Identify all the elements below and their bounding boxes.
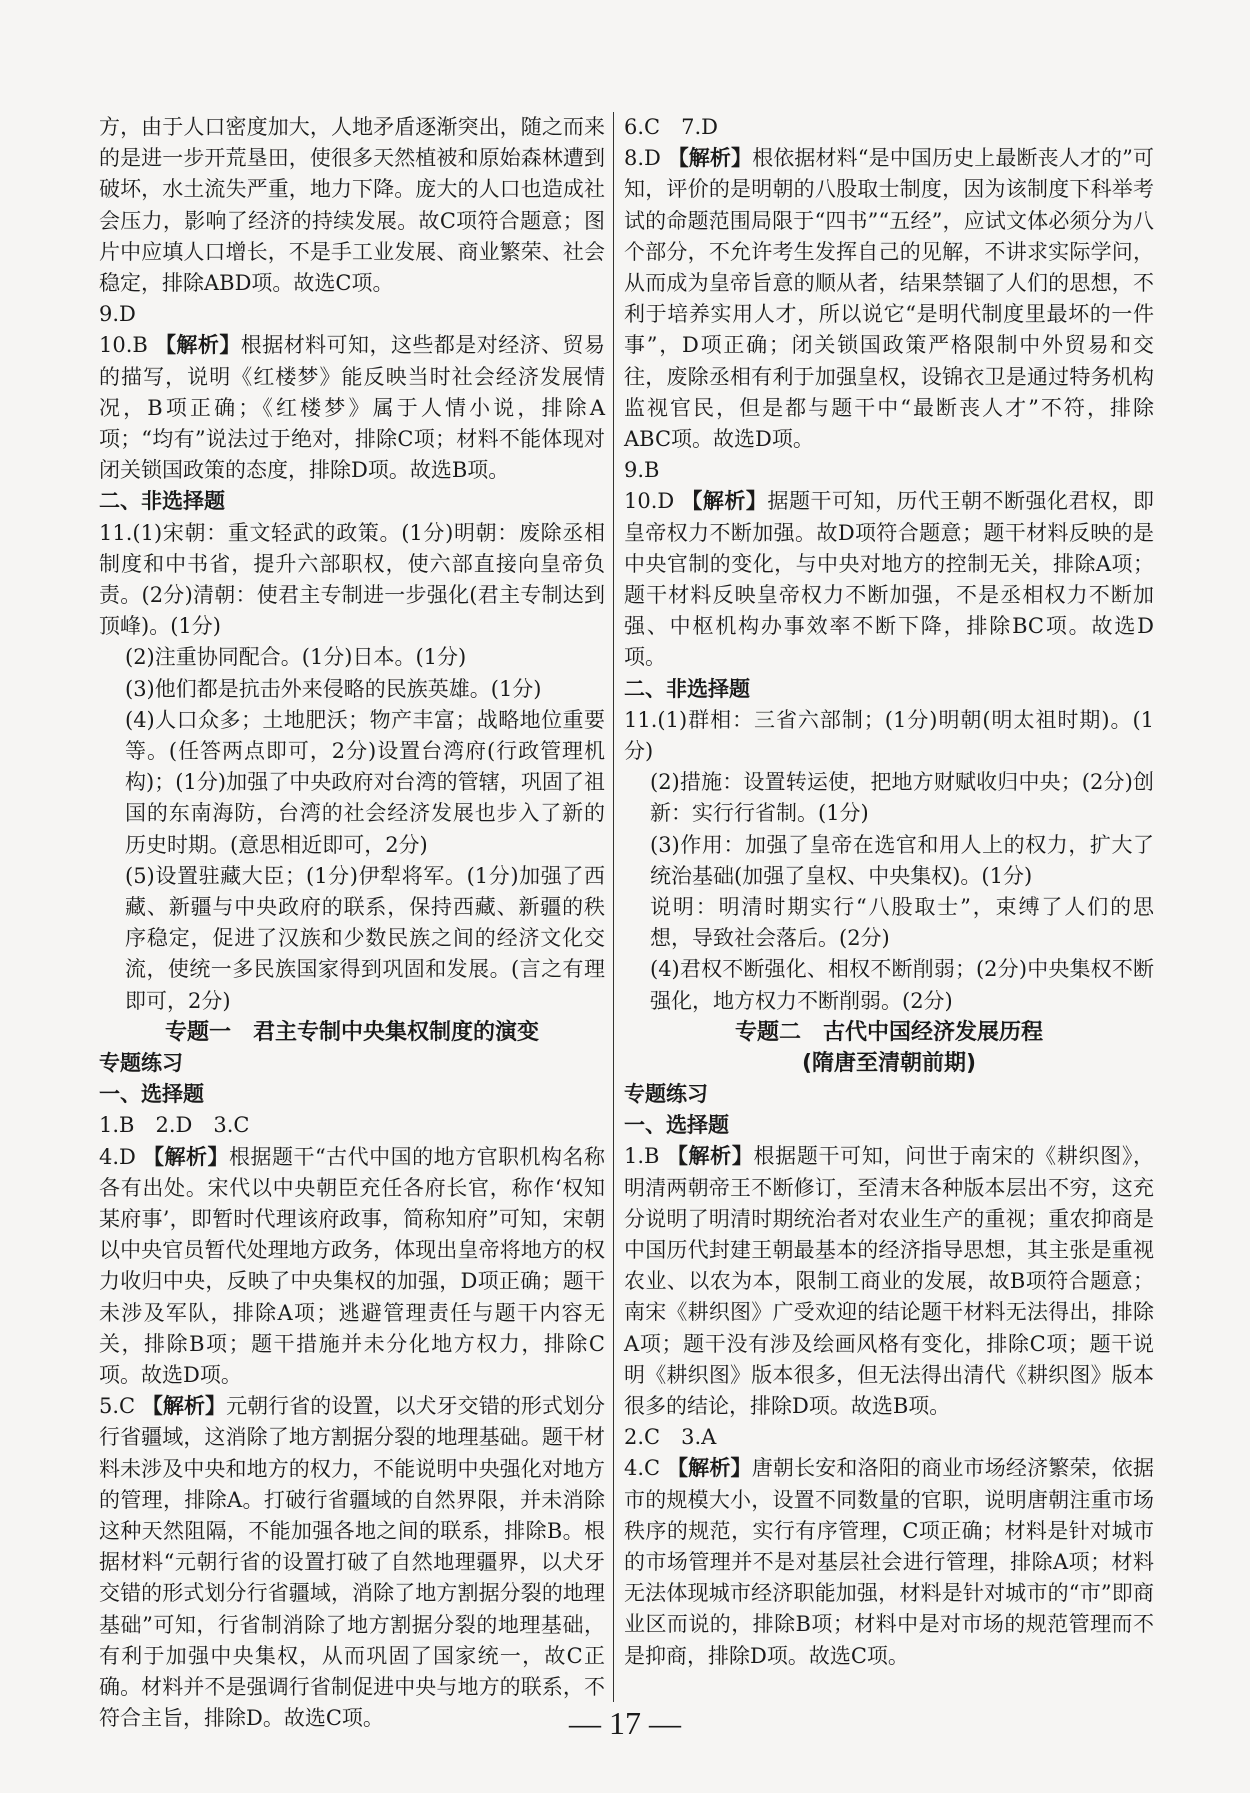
answer-line: 9.B [624, 458, 660, 483]
answer-number: 10.D [624, 489, 675, 514]
analysis-text: 唐朝长安和洛阳的商业市场经济繁荣，依据市的规模大小，设置不同数量的官职，说明唐朝注重市场秩序的规范，实行有序管理，C项正确；材料是针对城市的市场管理并不是对基层社会进行管理，排除A项；材料无法体现城市经济职能加强，材料是针对城市的“市”即商业区而说的，排除B项；材料中是对市场的规范管理而不是抑商，排除D项。故选C项。 [624, 1456, 1154, 1668]
section-heading: 一、选择题 [624, 1113, 729, 1138]
answer-number: 8.D [624, 146, 661, 171]
answer-item [624, 143, 1154, 455]
answer-line: 方，由于人口密度加大，人地矛盾逐渐突出，随之而来的是进一步开荒垦田，使很多天然植被和原始森林遭到破坏，水土流失严重，地力下降。庞大的人口也造成社会压力，影响了经济的持续发展。故C项符合题意；图片中应填人口增长，不是手工业发展、商业繁荣、社会稳定，排除ABD项。故选C项。 [99, 115, 605, 296]
left-column [99, 112, 605, 1734]
right-column [624, 112, 1154, 1672]
analysis-text: 根据题干“古代中国的地方官职机构名称各有出处。宋代以中央朝臣充任各府长官，称作‘权知某府事’，即暂时代理该府政事，简称知府”可知，宋朝以中央官员暂代处理地方政务，体现出皇帝将地方的权力收归中央，反映了中央集权的加强，D项正确；题干未涉及军队，排除A项；逃避管理责任与题干内容无关，排除B项；题干措施并未分化地方权力，排除C项。故选D项。 [99, 1144, 606, 1387]
answer-line: 9.D [99, 302, 136, 327]
answer-item [99, 1142, 605, 1392]
answer-number: 4.D [99, 1144, 136, 1169]
answer-number: 1.B [624, 1144, 660, 1169]
section-heading: 二、非选择题 [624, 676, 750, 701]
analysis-tag: 【解析】 [667, 146, 753, 171]
answer-item [99, 330, 605, 486]
page-number: — 17 — [569, 1705, 681, 1741]
analysis-tag: 【解析】 [154, 333, 241, 358]
answer-line: (3)他们都是抗击外来侵略的民族英雄。(1分) [125, 676, 542, 701]
section-heading: 专题练习 [624, 1081, 708, 1106]
analysis-text: 根据题干可知，问世于南宋的《耕织图》，明清两朝帝王不断修订，至清末各种版本层出不穷，这充分说明了明清时期统治者对农业生产的重视；重农抑商是中国历代封建王朝最基本的经济指导思想，其主张是重视农业、以农为本，限制工商业的发展，故B项符合题意；南宋《耕织图》广受欢迎的结论题干材料无法得出，排除A项；题干没有涉及绘画风格有变化，排除C项；题干说明《耕织图》版本很多，但无法得出清代《耕织图》版本很多的结论，排除D项。故选B项。 [624, 1144, 1154, 1418]
topic-title: 专题一 君主专制中央集权制度的演变 [164, 1019, 539, 1045]
answer-line: (4)君权不断强化、相权不断削弱；(2分)中央集权不断强化，地方权力不断削弱。(2分) [650, 957, 1154, 1013]
section-heading: 一、选择题 [99, 1082, 204, 1107]
answer-item [624, 1141, 1154, 1422]
answer-number: 10.B [99, 333, 148, 358]
answer-item [624, 486, 1154, 673]
analysis-tag: 【解析】 [143, 1144, 229, 1169]
column-divider [613, 112, 614, 1702]
analysis-tag: 【解析】 [666, 1456, 752, 1481]
analysis-text: 根依据材料“是中国历史上最断丧人才的”可知，评价的是明朝的八股取士制度，因为该制度下科举考试的命题范围局限于“四书”“五经”，应试文体必须分为八个部分，不允许考生发挥自己的见解，不讲求实际学问，从而成为皇帝旨意的顺从者，结果禁锢了人们的思想，不利于培养实用人才，所以说它“是明代制度里最坏的一件事”，D项正确；闭关锁国政策严格限制中外贸易和交往，废除丞相有利于加强皇权，设锦衣卫是通过特务机构监视官民，但是都与题干中“最断丧人才”不符，排除ABC项。故选D项。 [624, 146, 1154, 452]
analysis-text: 根据材料可知，这些都是对经济、贸易的描写，说明《红楼梦》能反映当时社会经济发展情况，B项正确；《红楼梦》属于人情小说，排除A项；“均有”说法过于绝对，排除C项；材料不能体现对闭关锁国政策的态度，排除D项。故选B项。 [99, 333, 606, 483]
answer-line: (4)人口众多；土地肥沃；物产丰富；战略地位重要等。(任答两点即可，2分)设置台湾府(行政管理机构)；(1分)加强了中央政府对台湾的管辖，巩固了祖国的东南海防，台湾的社会经济发展也步入了新的历史时期。(意思相近即可，2分) [125, 707, 605, 857]
answer-line: (3)作用：加强了皇帝在选官和用人上的权力，扩大了统治基础(加强了皇权、中央集权)。(1分) [650, 832, 1154, 888]
section-heading: 二、非选择题 [99, 489, 225, 514]
section-heading: 专题练习 [99, 1050, 183, 1075]
answer-line: (2)注重协同配合。(1分)日本。(1分) [125, 645, 467, 670]
topic-title: 专题二 古代中国经济发展历程 [734, 1019, 1043, 1045]
answer-line: 11.(1)群相：三省六部制；(1分)明朝(明太祖时期)。(1分) [624, 707, 1154, 764]
analysis-text: 元朝行省的设置，以犬牙交错的形式划分行省疆域，这消除了地方割据分裂的地理基础。题干材料未涉及中央和地方的权力，不能说明中央强化对地方的管理，排除A。打破行省疆域的自然界限，并未消除这种天然阻隔，不能加强各地之间的联系，排除B。根据材料“元朝行省的设置打破了自然地理疆界，以犬牙交错的形式划分行省疆域，消除了地方割据分裂的地理基础”可知，行省制消除了地方割据分裂的地理基础，有利于加强中央集权，从而巩固了国家统一，故C正确。材料并不是强调行省制促进中央与地方的联系，不符合主旨，排除D。故选C项。 [99, 1394, 605, 1731]
answer-line: 11.(1)宋朝：重文轻武的政策。(1分)明朝：废除丞相制度和中书省，提升六部职权，使六部直接向皇帝负责。(2分)清朝：使君主专制进一步强化(君主专制达到顶峰)。(1分) [99, 520, 605, 639]
topic-title: (隋唐至清朝前期) [801, 1050, 977, 1076]
answer-line: 1.B 2.D 3.C [99, 1113, 250, 1138]
answer-line: 6.C 7.D [624, 115, 718, 139]
analysis-tag: 【解析】 [681, 489, 768, 514]
answer-line: (2)措施：设置转运使，把地方财赋收归中央；(2分)创新：实行行省制。(1分) [650, 770, 1154, 826]
answer-item [99, 1391, 605, 1734]
analysis-text: 据题干可知，历代王朝不断强化君权，即皇帝权力不断加强。故D项符合题意；题干材料反映的是中央官制的变化，与中央对地方的控制无关，排除A项；题干材料反映皇帝权力不断加强，不是丞相权力不断加强、中枢机构办事效率不断下降，排除BC项。故选D项。 [624, 489, 1154, 670]
answer-line: (5)设置驻藏大臣；(1分)伊犁将军。(1分)加强了西藏、新疆与中央政府的联系，保持西藏、新疆的秩序稳定，促进了汉族和少数民族之间的经济文化交流，使统一多民族国家得到巩固和发展。(言之有理即可，2分) [125, 863, 605, 1013]
answer-item [624, 1453, 1154, 1671]
answer-number: 4.C [624, 1456, 661, 1481]
answer-line: 说明：明清时期实行“八股取士”，束缚了人们的思想，导致社会落后。(2分) [650, 895, 1154, 951]
analysis-tag: 【解析】 [666, 1144, 754, 1169]
analysis-tag: 【解析】 [141, 1394, 227, 1419]
answer-line: 2.C 3.A [624, 1425, 717, 1450]
answer-number: 5.C [99, 1394, 136, 1419]
